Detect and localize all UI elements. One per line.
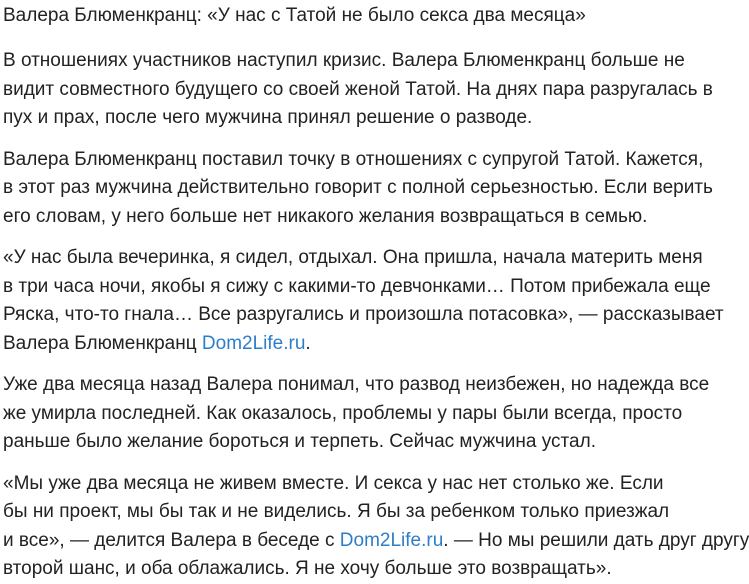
article-paragraph-1	[3, 47, 713, 133]
paragraph-line: бы ни проект, мы бы так и не виделись. Я бы за ребенком только приезжал	[3, 501, 670, 522]
paragraph-line: видит совместного будущего со своей женой Татой. На днях пара разругалась в	[3, 78, 713, 100]
paragraph-line: Валера Блюменкранц поставил точку в отношениях с супругой Татой. Кажется,	[3, 148, 704, 170]
paragraph-line: «Мы уже два месяца не живем вместе. И секса у нас нет столько же. Если	[3, 472, 664, 494]
paragraph-line: В отношениях участников наступил кризис. Валера Блюменкранц больше не	[3, 50, 685, 71]
article-paragraph-3	[3, 244, 724, 358]
paragraph-line: «У нас была вечеринка, я сидел, отдыхал. Она пришла, начала материть меня	[3, 247, 703, 268]
paragraph-line: в три часа ночи, якобы я сижу с какими-то девчонками… Потом прибежала еще	[3, 275, 711, 297]
paragraph-line: же умирла последней. Как оказалось, проблемы у пары были всегда, просто	[3, 402, 683, 424]
article-paragraph-4	[3, 371, 710, 457]
line-text: Валера Блюменкранц	[3, 332, 202, 354]
paragraph-line: в этот раз мужчина действительно говорит с полной серьезностью. Если верить	[3, 177, 713, 198]
line-text: .	[305, 332, 311, 354]
article-paragraph-2	[3, 146, 713, 232]
paragraph-line: пух и прах, после чего мужчина принял решение о разводе.	[3, 107, 533, 128]
source-link[interactable]: Dom2Life.ru	[339, 529, 444, 551]
paragraph-line: Ряска, что-то гнала… Все разругались и произошла потасовка», — рассказывает	[3, 304, 724, 325]
article-title: Валера Блюменкранц: «У нас с Татой не было секса два месяца»	[3, 5, 586, 26]
source-link[interactable]: Dom2Life.ru	[201, 332, 306, 354]
paragraph-line: Уже два месяца назад Валера понимал, что развод неизбежен, но надежда все	[3, 374, 710, 395]
paragraph-line	[3, 330, 697, 359]
paragraph-line	[3, 527, 749, 556]
paragraph-line: его словам, у него больше нет никакого желания возвращаться в семью.	[3, 205, 648, 227]
paragraph-line: раньше было желание бороться и терпеть. Сейчас мужчина устал.	[3, 431, 596, 452]
article-paragraph-5	[3, 470, 749, 584]
line-text: и все», — делится Валера в беседе с	[3, 529, 340, 551]
article	[3, 0, 749, 584]
line-text: . — Но мы решили дать друг другу	[443, 529, 749, 551]
paragraph-line: второй шанс, и оба облажались. Я не хочу больше это возвращать».	[3, 558, 612, 579]
